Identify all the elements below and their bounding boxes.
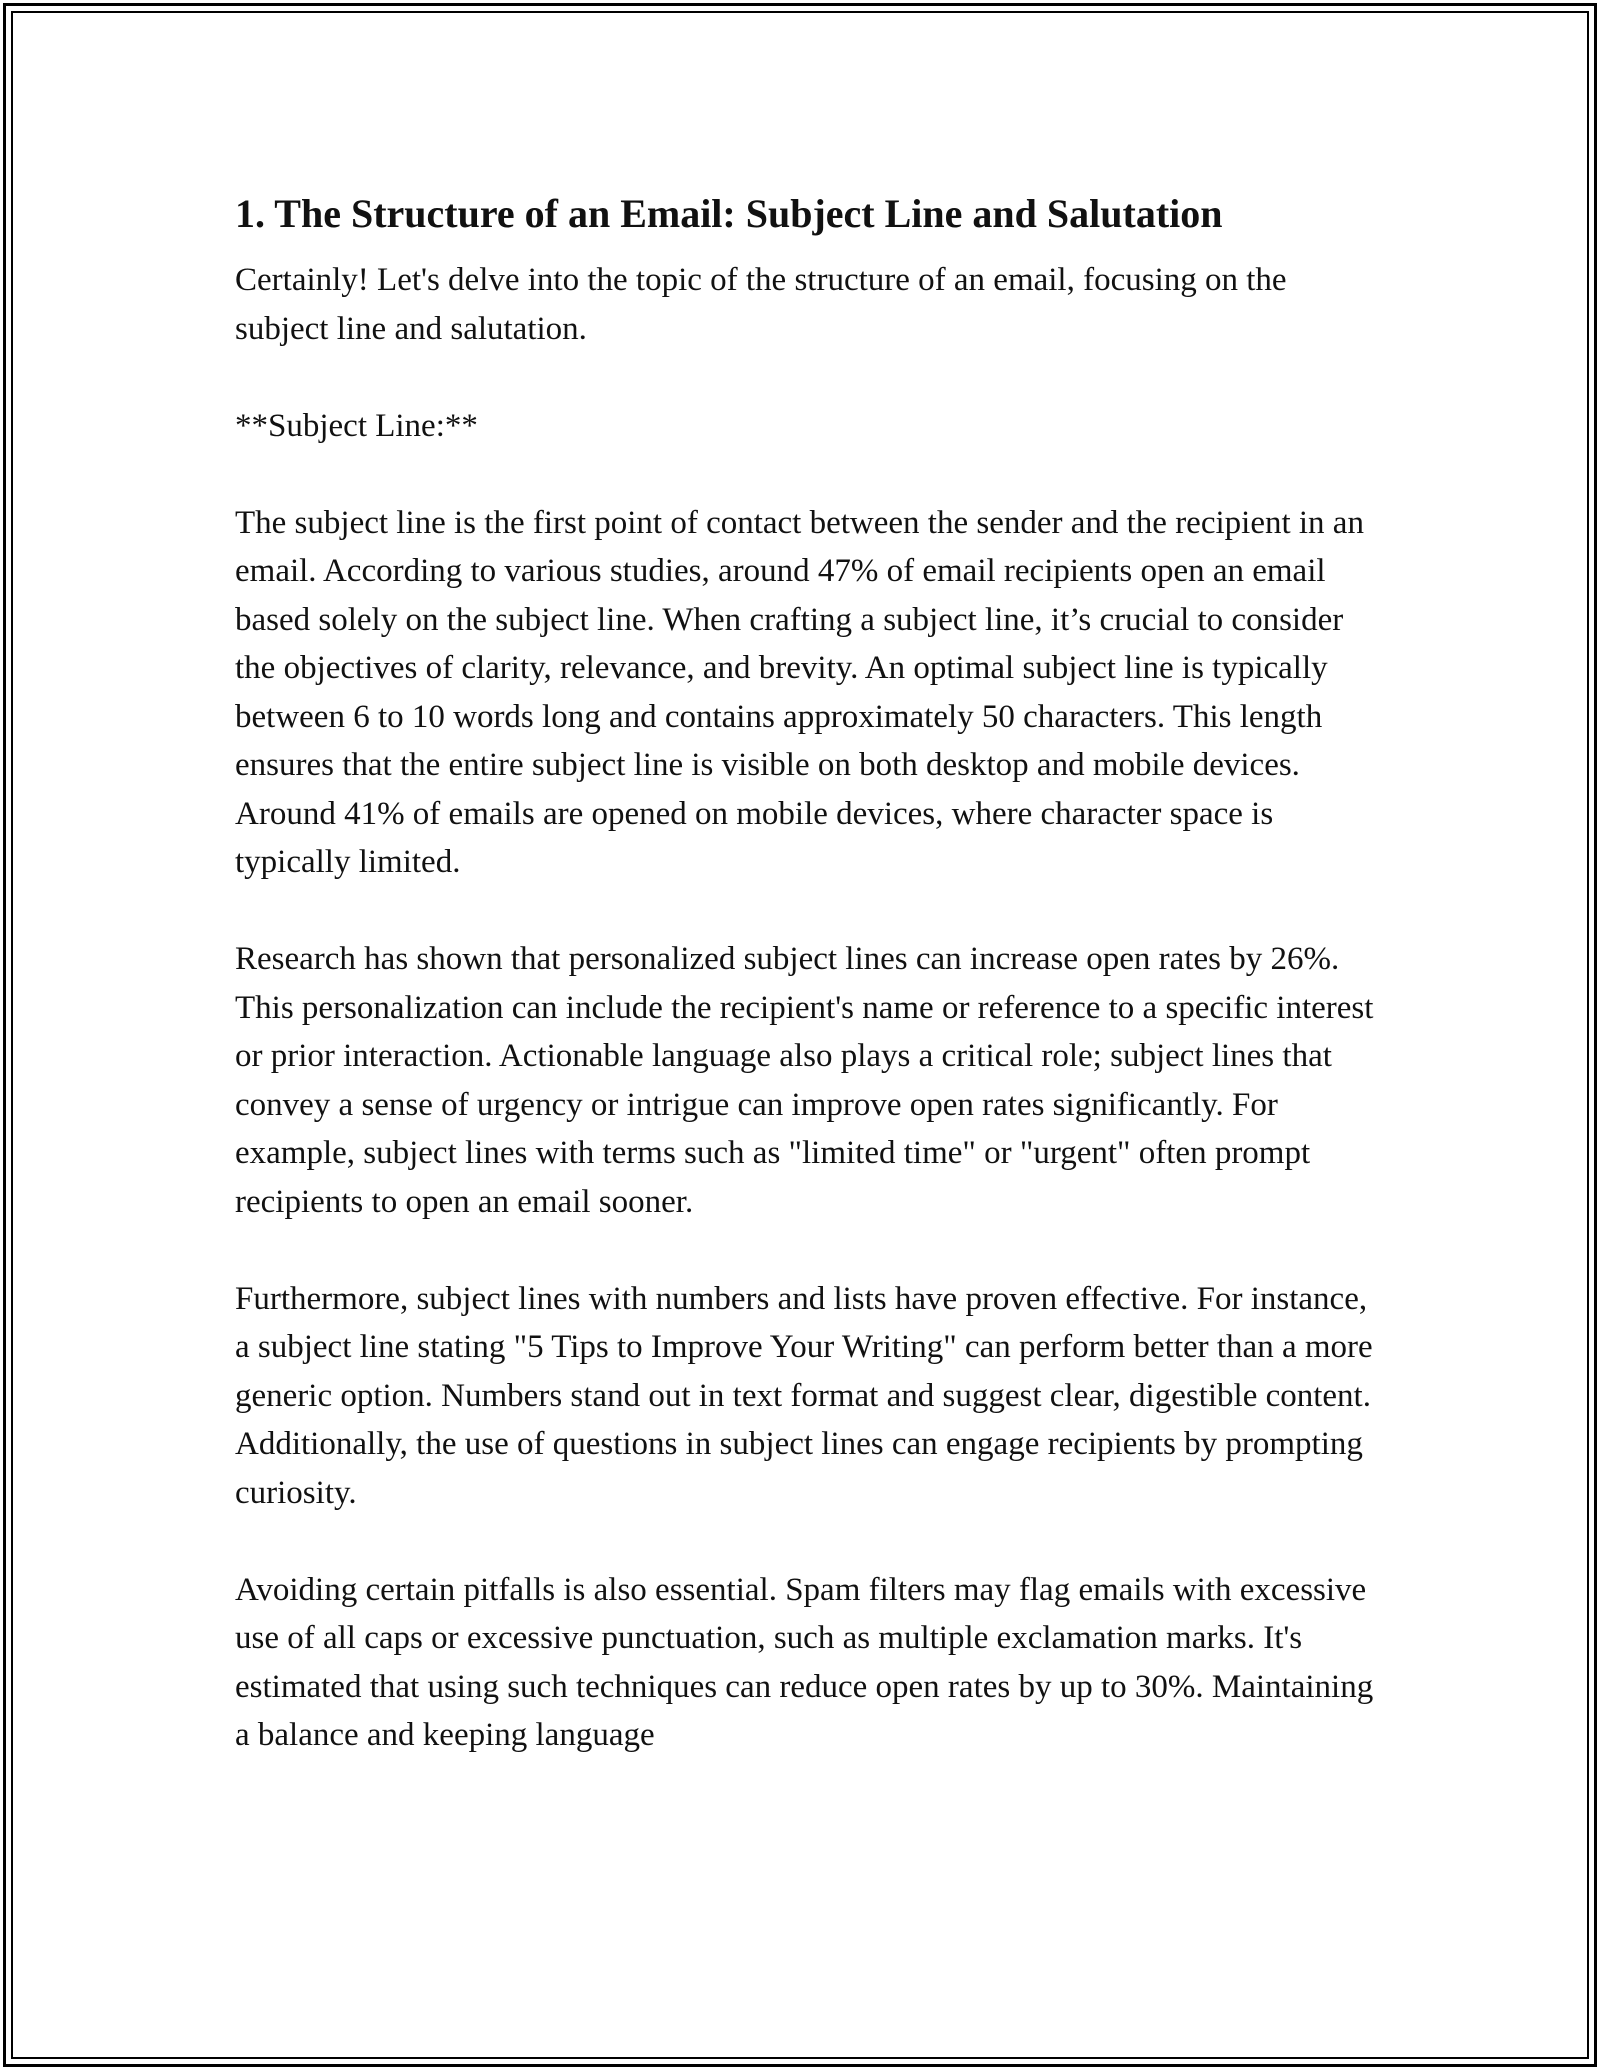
- intro-paragraph: Certainly! Let's delve into the topic of the structure of an email, focusing on the subject line and salutation.: [235, 262, 1287, 347]
- body-paragraph: Research has shown that personalized subject lines can increase open rates by 26%. This personalization can include the recipient's name or reference to a specific interest or prior interaction. Actionable language also plays a critical role; subject lines that convey a sense of urgency or intrigue can improve open rates significantly. For example, subject lines with terms such as "limited time" or "urgent" often prompt recipients to open an email sooner.: [235, 941, 1374, 1220]
- section-heading: 1. The Structure of an Email: Subject Line and Salutation: [235, 191, 1223, 236]
- body-paragraph: Furthermore, subject lines with numbers and lists have proven effective. For instance, a subject line stating "5 Tips to Improve Your Writing" can perform better than a more generic option. Numbers stand out in text format and suggest clear, digestible content. Additionally, the use of questions in subject lines can engage recipients by prompting curiosity.: [235, 1280, 1373, 1511]
- document-body: [235, 186, 1375, 1760]
- subject-line-label: **Subject Line:**: [235, 407, 478, 444]
- body-paragraph: The subject line is the first point of contact between the sender and the recipient in an email. According to various studies, around 47% of email recipients open an email based solely on the subject line. When crafting a subject line, it’s crucial to consider the objectives of clarity, relevance, and brevity. An optimal subject line is typically between 6 to 10 words long and contains approximately 50 characters. This length ensures that the entire subject line is visible on both desktop and mobile devices. Around 41% of emails are opened on mobile devices, where character space is typically limited.: [235, 504, 1364, 880]
- body-paragraph: Avoiding certain pitfalls is also essential. Spam filters may flag emails with excessive use of all caps or excessive punctuation, such as multiple exclamation marks. It's estimated that using such techniques can reduce open rates by up to 30%. Maintaining a balance and keeping language: [235, 1571, 1374, 1753]
